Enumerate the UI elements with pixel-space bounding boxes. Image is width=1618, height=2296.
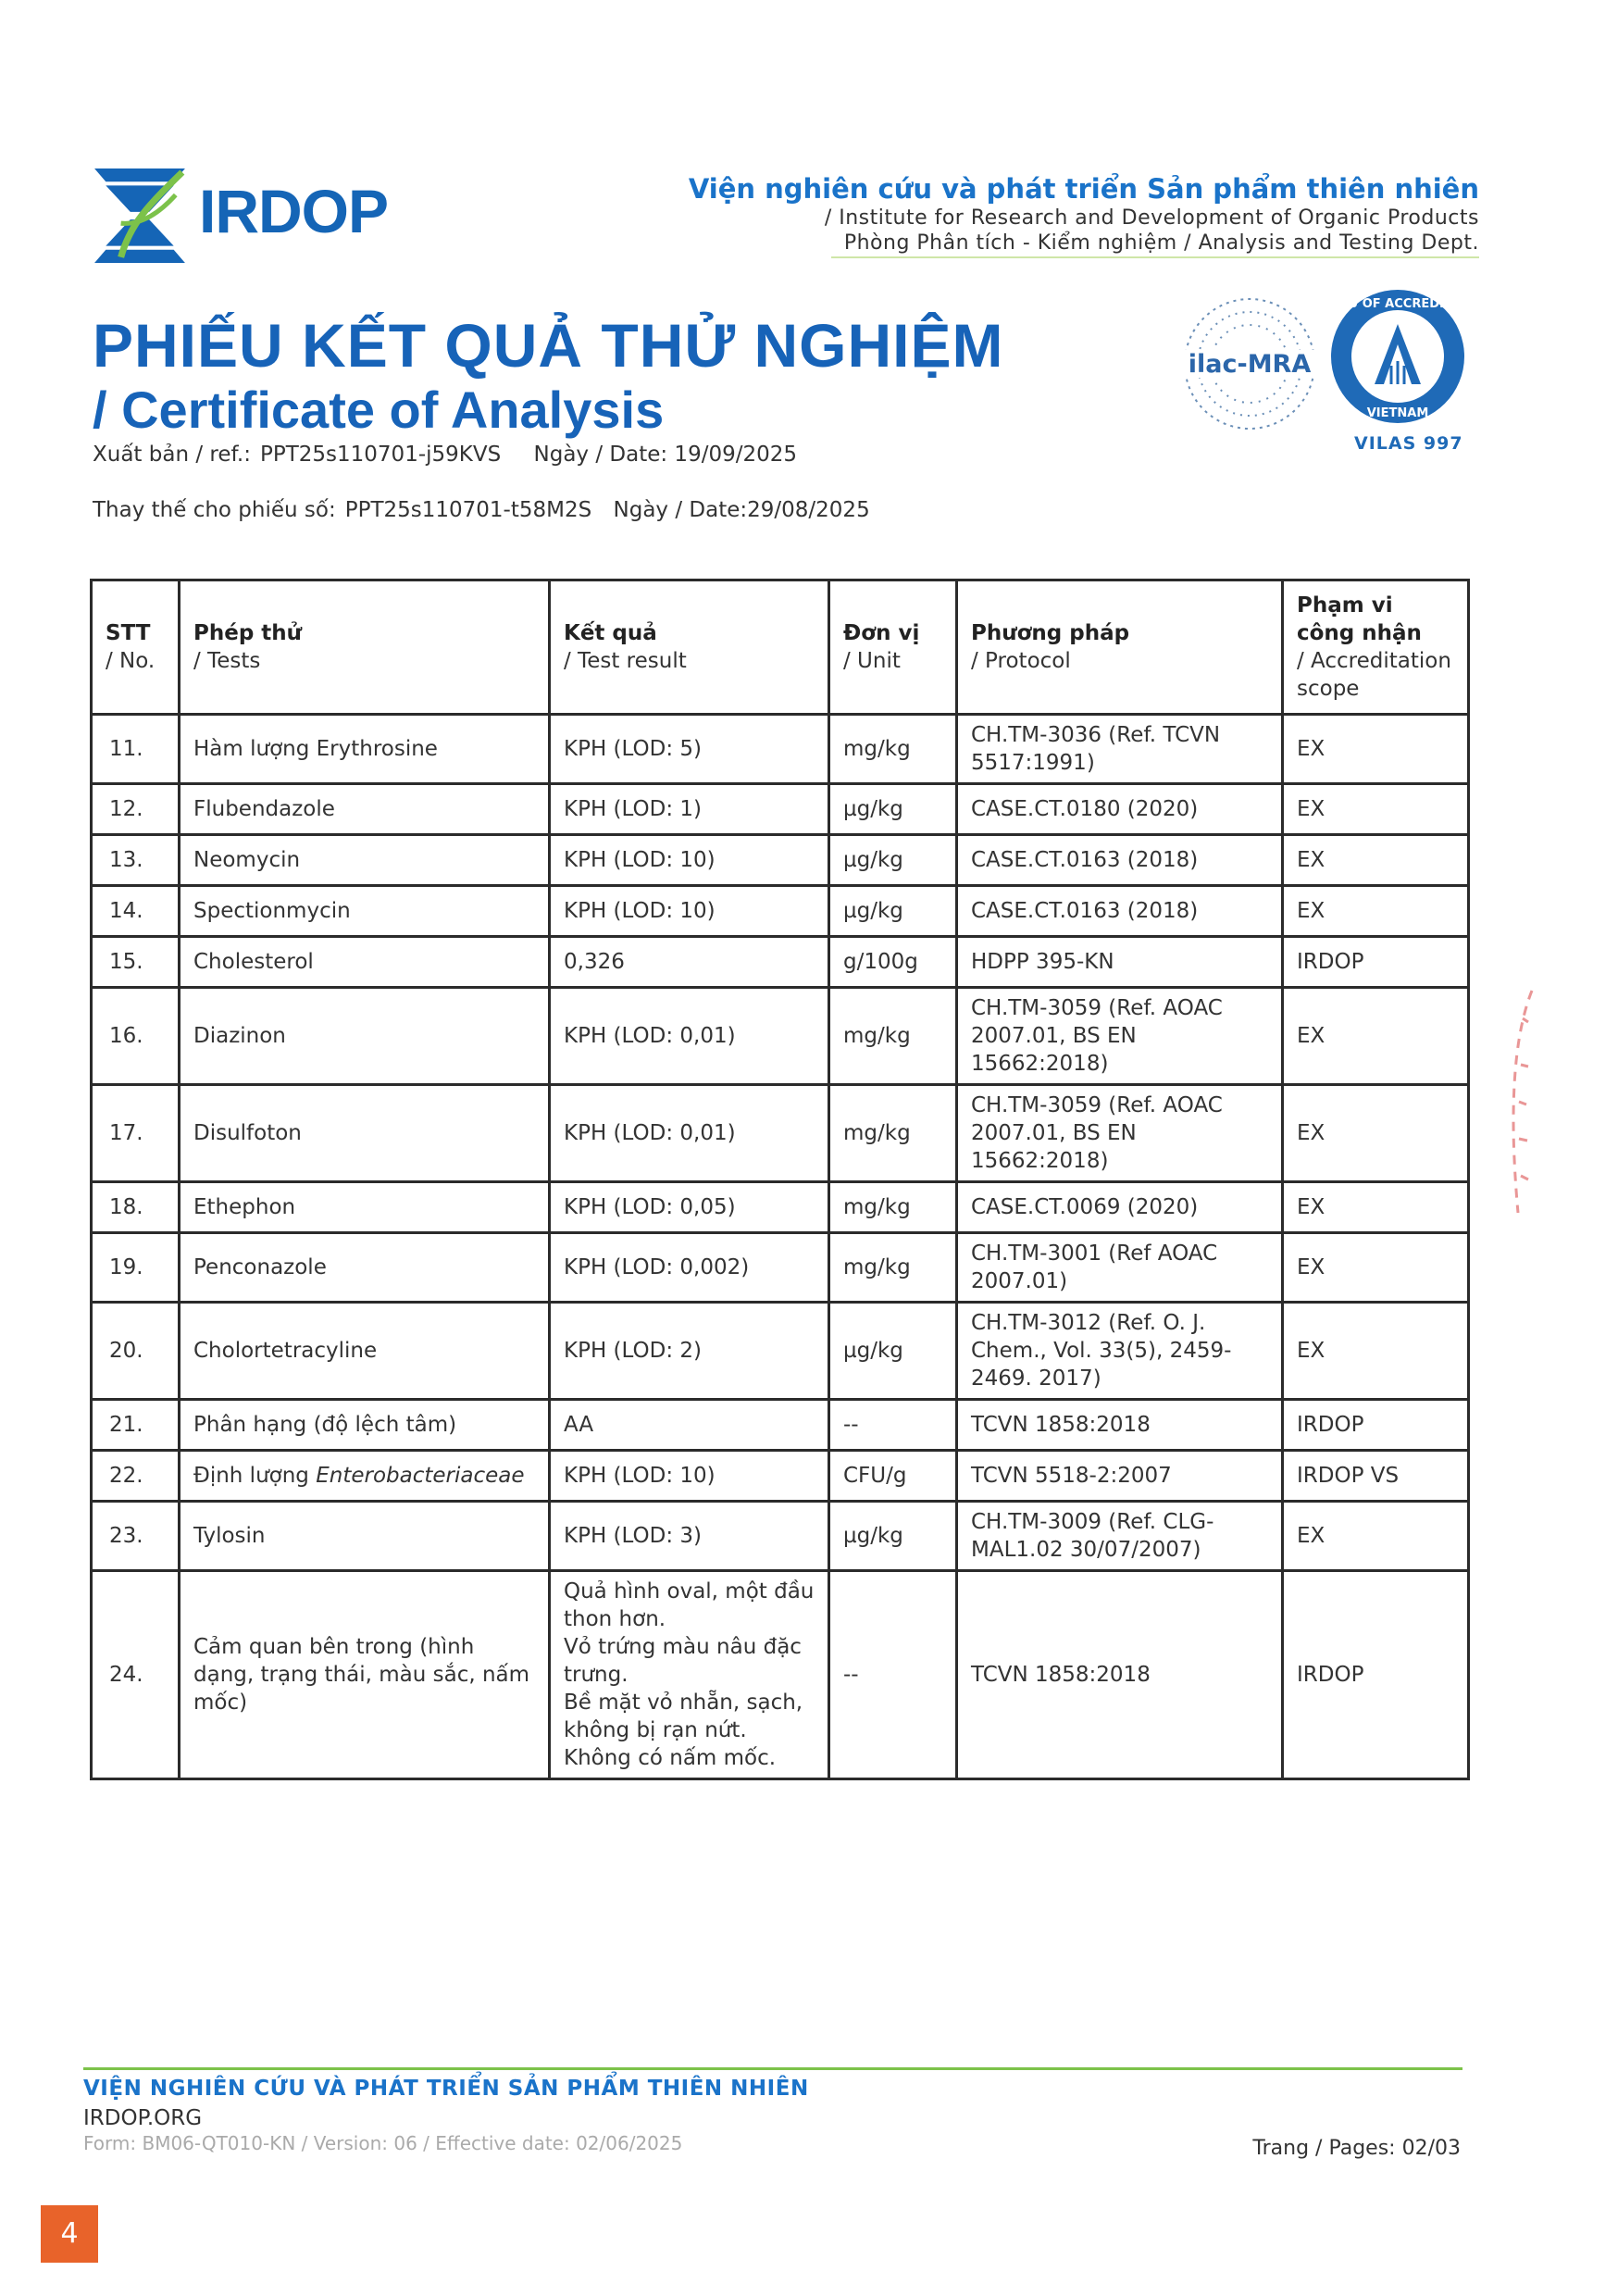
row-protocol: TCVN 1858:2018: [957, 1571, 1283, 1779]
header-divider: [831, 256, 1479, 258]
table-row: [92, 784, 1469, 835]
col-header-result: Kết quả / Test result: [550, 580, 829, 715]
row-unit: --: [829, 1400, 957, 1451]
row-no: 23.: [92, 1502, 180, 1571]
row-result: KPH (LOD: 5): [550, 715, 829, 784]
col-header-unit: Đơn vị / Unit: [829, 580, 957, 715]
footer-website: IRDOP.ORG: [83, 2106, 203, 2130]
row-scope: IRDOP: [1283, 937, 1469, 988]
row-protocol: CH.TM-3009 (Ref. CLG-MAL1.02 30/07/2007): [957, 1502, 1283, 1571]
row-scope: EX: [1283, 784, 1469, 835]
svg-text:VIETNAM: VIETNAM: [1366, 406, 1429, 420]
ilac-text: ilac-MRA: [1188, 350, 1312, 379]
row-scope: EX: [1283, 1182, 1469, 1233]
row-scope: IRDOP: [1283, 1400, 1469, 1451]
row-test: Ethephon: [180, 1182, 550, 1233]
row-protocol: CH.TM-3059 (Ref. AOAC 2007.01, BS EN 15662:2018): [957, 988, 1283, 1085]
row-protocol: CH.TM-3036 (Ref. TCVN 5517:1991): [957, 715, 1283, 784]
table-row: [92, 988, 1469, 1085]
row-no: 19.: [92, 1233, 180, 1303]
replace-line: [93, 498, 896, 522]
result-line: Không có nấm mốc.: [564, 1746, 777, 1770]
row-test: Cholortetracyline: [180, 1303, 550, 1400]
col-header-no: STT / No.: [92, 580, 180, 715]
row-protocol: CH.TM-3012 (Ref. O. J. Chem., Vol. 33(5), 2459-2469. 2017): [957, 1303, 1283, 1400]
replace-date: Ngày / Date:29/08/2025: [613, 498, 870, 522]
row-test: Phân hạng (độ lệch tâm): [180, 1400, 550, 1451]
row-no: 16.: [92, 988, 180, 1085]
row-result: KPH (LOD: 0,01): [550, 1085, 829, 1182]
row-protocol: TCVN 1858:2018: [957, 1400, 1283, 1451]
col-header-scope: Phạm vi công nhận / Accreditation scope: [1283, 580, 1469, 715]
row-scope: EX: [1283, 1085, 1469, 1182]
row-no: 11.: [92, 715, 180, 784]
row-no: 17.: [92, 1085, 180, 1182]
department-name: Phòng Phân tích - Kiểm nghiệm / Analysis and Testing Dept.: [843, 231, 1479, 255]
footer-institute: VIỆN NGHIÊN CỨU VÀ PHÁT TRIỂN SẢN PHẨM THIÊN NHIÊN: [83, 2077, 809, 2101]
footer-divider: [83, 2067, 1462, 2070]
row-unit: µg/kg: [829, 886, 957, 937]
row-no: 12.: [92, 784, 180, 835]
row-unit: µg/kg: [829, 835, 957, 886]
row-no: 13.: [92, 835, 180, 886]
bureau-of-accreditation-seal: [1302, 287, 1493, 426]
col-header-tests: Phép thử / Tests: [180, 580, 550, 715]
row-test-organism: Enterobacteriaceae: [316, 1464, 525, 1488]
row-protocol: HDPP 395-KN: [957, 937, 1283, 988]
row-unit: mg/kg: [829, 988, 957, 1085]
footer-form-info: Form: BM06-QT010-KN / Version: 06 / Effective date: 02/06/2025: [83, 2132, 683, 2154]
replace-value: PPT25s110701-t58M2S: [344, 498, 592, 522]
table-row: [92, 835, 1469, 886]
row-test: Disulfoton: [180, 1085, 550, 1182]
row-test: Neomycin: [180, 835, 550, 886]
row-test: Tylosin: [180, 1502, 550, 1571]
page-count: Trang / Pages: 02/03: [1252, 2137, 1461, 2160]
row-result: AA: [550, 1400, 829, 1451]
row-no: 18.: [92, 1182, 180, 1233]
ref-line: [93, 443, 823, 467]
row-no: 22.: [92, 1451, 180, 1502]
row-unit: µg/kg: [829, 784, 957, 835]
row-no: 24.: [92, 1571, 180, 1779]
irdop-logo: [93, 167, 389, 268]
row-result: KPH (LOD: 1): [550, 784, 829, 835]
row-unit: µg/kg: [829, 1502, 957, 1571]
result-line: Bề mặt vỏ nhẵn, sạch, không bị rạn nứt.: [564, 1691, 803, 1742]
row-scope: EX: [1283, 1303, 1469, 1400]
page-title-vn: PHIẾU KẾT QUẢ THỬ NGHIỆM: [93, 311, 1004, 380]
institute-block: [646, 172, 1479, 256]
row-result: [550, 1571, 829, 1779]
table-row: [92, 1233, 1469, 1303]
row-test: Penconazole: [180, 1233, 550, 1303]
row-result: KPH (LOD: 0,002): [550, 1233, 829, 1303]
row-test-prefix: Định lượng: [193, 1464, 317, 1488]
row-protocol: CASE.CT.0163 (2018): [957, 886, 1283, 937]
row-test: Cảm quan bên trong (hình dạng, trạng thái, màu sắc, nấm mốc): [180, 1571, 550, 1779]
row-unit: g/100g: [829, 937, 957, 988]
ref-date: Ngày / Date: 19/09/2025: [533, 443, 797, 467]
result-line: Quả hình oval, một đầu thon hơn.: [564, 1579, 815, 1631]
row-unit: CFU/g: [829, 1451, 957, 1502]
table-row: [92, 1571, 1469, 1779]
row-protocol: TCVN 5518-2:2007: [957, 1451, 1283, 1502]
row-result: KPH (LOD: 10): [550, 835, 829, 886]
ilac-mra-logo: [1180, 294, 1319, 433]
row-unit: mg/kg: [829, 715, 957, 784]
row-result: KPH (LOD: 10): [550, 1451, 829, 1502]
institute-name-vn: Viện nghiên cứu và phát triển Sản phẩm thiên nhiên: [688, 173, 1479, 205]
table-row: [92, 1182, 1469, 1233]
row-test: Diazinon: [180, 988, 550, 1085]
row-test: [180, 1451, 550, 1502]
result-line: Vỏ trứng màu nâu đặc trưng.: [564, 1635, 802, 1687]
row-protocol: CASE.CT.0180 (2020): [957, 784, 1283, 835]
row-unit: µg/kg: [829, 1303, 957, 1400]
row-test: Spectionmycin: [180, 886, 550, 937]
table-header-row: [92, 580, 1469, 715]
row-no: 20.: [92, 1303, 180, 1400]
row-scope: EX: [1283, 1233, 1469, 1303]
svg-text:BUREAU OF ACCREDITATION: BUREAU OF ACCREDITATION: [1302, 297, 1493, 311]
table-row: [92, 1303, 1469, 1400]
row-result: KPH (LOD: 0,05): [550, 1182, 829, 1233]
table-row: [92, 1085, 1469, 1182]
row-test: Flubendazole: [180, 784, 550, 835]
row-unit: mg/kg: [829, 1182, 957, 1233]
page-title-en: / Certificate of Analysis: [93, 381, 665, 439]
row-result: KPH (LOD: 0,01): [550, 988, 829, 1085]
row-protocol: CH.TM-3001 (Ref AOAC 2007.01): [957, 1233, 1283, 1303]
col-header-protocol: Phương pháp / Protocol: [957, 580, 1283, 715]
row-unit: mg/kg: [829, 1233, 957, 1303]
table-row: [92, 937, 1469, 988]
table-row: [92, 886, 1469, 937]
ref-label: Xuất bản / ref.:: [93, 443, 251, 467]
row-no: 14.: [92, 886, 180, 937]
row-result: KPH (LOD: 3): [550, 1502, 829, 1571]
stamp-fragment: [1495, 981, 1537, 1222]
row-test: Hàm lượng Erythrosine: [180, 715, 550, 784]
row-result: 0,326: [550, 937, 829, 988]
ref-value: PPT25s110701-j59KVS: [259, 443, 502, 467]
row-result: KPH (LOD: 2): [550, 1303, 829, 1400]
row-scope: EX: [1283, 835, 1469, 886]
institute-name-en: / Institute for Research and Development of Organic Products: [824, 206, 1479, 230]
row-scope: EX: [1283, 1502, 1469, 1571]
row-no: 21.: [92, 1400, 180, 1451]
row-result: KPH (LOD: 10): [550, 886, 829, 937]
table-row: [92, 1400, 1469, 1451]
row-scope: EX: [1283, 715, 1469, 784]
row-protocol: CASE.CT.0069 (2020): [957, 1182, 1283, 1233]
table-row: [92, 715, 1469, 784]
results-table: [90, 579, 1470, 1780]
vilas-number: VILAS 997: [1354, 433, 1463, 454]
row-scope: EX: [1283, 886, 1469, 937]
row-protocol: CASE.CT.0163 (2018): [957, 835, 1283, 886]
logo-text: IRDOP: [199, 177, 389, 245]
table-row: [92, 1451, 1469, 1502]
row-unit: --: [829, 1571, 957, 1779]
row-scope: IRDOP VS: [1283, 1451, 1469, 1502]
page-number-badge: 4: [41, 2205, 98, 2263]
row-scope: IRDOP: [1283, 1571, 1469, 1779]
row-protocol: CH.TM-3059 (Ref. AOAC 2007.01, BS EN 15662:2018): [957, 1085, 1283, 1182]
row-scope: EX: [1283, 988, 1469, 1085]
table-row: [92, 1502, 1469, 1571]
row-test: Cholesterol: [180, 937, 550, 988]
row-unit: mg/kg: [829, 1085, 957, 1182]
row-no: 15.: [92, 937, 180, 988]
irdop-logo-icon: [93, 167, 187, 265]
replace-label: Thay thế cho phiếu số:: [93, 498, 336, 522]
